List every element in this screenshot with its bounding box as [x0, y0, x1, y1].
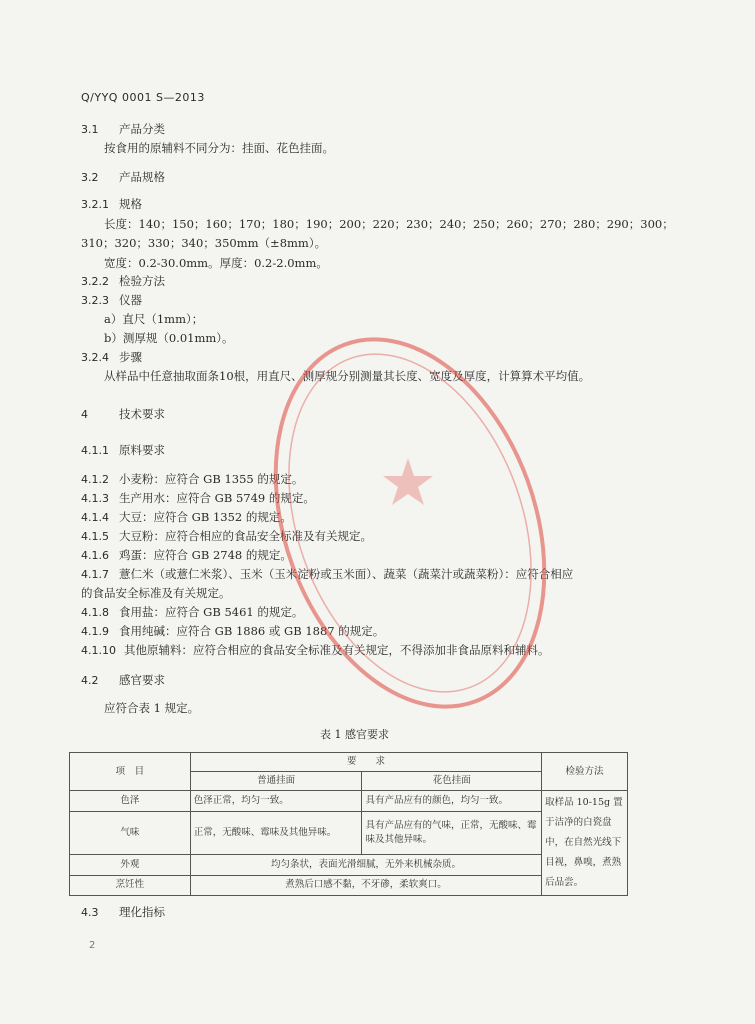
- line-text: 宽度：0.2-30.0mm。厚度：0.2-2.0mm。: [104, 256, 328, 270]
- cell-method: 取样品 10-15g 置于洁净的白瓷盘中，在自然光线下目视，鼻嗅，煮熟后品尝。: [542, 791, 628, 896]
- section-number: 4: [81, 408, 88, 421]
- table-caption: 表 1 感官要求: [320, 728, 389, 741]
- text-line: [81, 197, 142, 212]
- cell-merged: 煮熟后口感不黏，不牙碜，柔软爽口。: [190, 875, 541, 895]
- line-text: 鸡蛋：应符合 GB 2748 的规定。: [119, 548, 292, 562]
- line-text: 感官要求: [119, 673, 165, 687]
- text-line: [81, 510, 292, 525]
- section-number: 4.1.8: [81, 606, 109, 619]
- cell-item: 外观: [70, 855, 191, 875]
- text-line: [81, 624, 384, 639]
- line-text: 产品分类: [119, 122, 165, 136]
- line-text: 应符合表 1 规定。: [104, 701, 200, 715]
- text-line: [104, 369, 590, 384]
- th-normal: 普通挂面: [190, 772, 362, 791]
- line-text: 小麦粉：应符合 GB 1355 的规定。: [119, 472, 304, 486]
- section-number: 3.2.2: [81, 275, 109, 288]
- section-number: 3.1: [81, 123, 99, 136]
- line-text: a）直尺（1mm）；: [104, 312, 204, 326]
- text-line: [81, 491, 315, 506]
- line-text: 原料要求: [119, 443, 165, 457]
- section-number: 4.1.3: [81, 492, 109, 505]
- text-line: [81, 673, 165, 688]
- line-text: 长度：140；150；160；170；180；190；200；220；230；240；250；260；270；280；290；300；: [104, 217, 674, 231]
- text-line: [81, 548, 292, 563]
- th-method: 检验方法: [542, 753, 628, 791]
- section-number: 3.2.4: [81, 351, 109, 364]
- cell-normal: 色泽正常，均匀一致。: [190, 791, 362, 812]
- line-text: 规格: [119, 197, 142, 211]
- th-colored: 花色挂面: [362, 772, 542, 791]
- section-number: 4.1.4: [81, 511, 109, 524]
- section-number: 3.2.1: [81, 198, 109, 211]
- text-line: [81, 170, 165, 185]
- text-line: [81, 529, 372, 544]
- line-text: 生产用水：应符合 GB 5749 的规定。: [119, 491, 315, 505]
- line-text: 从样品中任意抽取面条10根，用直尺、测厚规分别测量其长度、宽度及厚度，计算算术平均值。: [104, 369, 591, 383]
- line-text: 食用纯碱：应符合 GB 1886 或 GB 1887 的规定。: [119, 624, 385, 638]
- text-line: [81, 643, 550, 658]
- cell-colored: 具有产品应有的气味，正常，无酸味、霉味及其他异味。: [362, 812, 542, 855]
- text-line: [104, 217, 674, 232]
- cell-normal: 正常，无酸味、霉味及其他异味。: [190, 812, 362, 855]
- line-text: 的食品安全标准及有关规定。: [81, 586, 231, 600]
- line-text: 薏仁米（或薏仁米浆）、玉米（玉米淀粉或玉米面）、蔬菜（蔬菜汁或蔬菜粉）：应符合相应: [119, 567, 574, 581]
- cell-colored: 具有产品应有的颜色，均匀一致。: [362, 791, 542, 812]
- section-number: 4.1.5: [81, 530, 109, 543]
- section-number: 4.1.2: [81, 473, 109, 486]
- standard-header: Q/YYQ 0001 S—2013: [81, 91, 205, 104]
- section-number: 4.1.9: [81, 625, 109, 638]
- line-text: 食用盐：应符合 GB 5461 的规定。: [119, 605, 304, 619]
- cell-item: 烹饪性: [70, 875, 191, 895]
- line-text: 大豆：应符合 GB 1352 的规定。: [119, 510, 292, 524]
- sensory-table: [69, 752, 628, 896]
- line-text: 检验方法: [119, 274, 165, 288]
- page-number: 2: [89, 940, 96, 951]
- line-text: 其他原辅料：应符合相应的食品安全标准及有关规定，不得添加非食品原料和辅料。: [124, 643, 550, 657]
- text-line: [81, 274, 165, 289]
- line-text: 产品规格: [119, 170, 165, 184]
- text-line: [81, 443, 165, 458]
- cell-merged: 均匀条状，表面光滑细腻，无外来机械杂质。: [190, 855, 541, 875]
- section-title: 理化指标: [119, 905, 165, 919]
- section-number: 4.1.7: [81, 568, 109, 581]
- th-item: 项 目: [70, 753, 191, 791]
- text-line: [81, 236, 326, 251]
- text-line: [81, 293, 142, 308]
- section-number: 4.1.1: [81, 444, 109, 457]
- text-line: [104, 141, 334, 156]
- text-line: [81, 407, 165, 422]
- line-text: b）测厚规（0.01mm）。: [104, 331, 234, 345]
- section-number: 3.2.3: [81, 294, 109, 307]
- text-line: [81, 586, 231, 601]
- text-line: [104, 331, 234, 346]
- line-text: 310；320；330；340；350mm（±8mm）。: [81, 236, 327, 250]
- section-number: 4.2: [81, 674, 99, 687]
- section-number: 3.2: [81, 171, 99, 184]
- th-requirement: 要 求: [190, 753, 541, 772]
- section-4-3: [81, 905, 165, 920]
- line-text: 仪器: [119, 293, 142, 307]
- text-line: [104, 701, 199, 716]
- cell-item: 气味: [70, 812, 191, 855]
- section-number: 4.3: [81, 906, 99, 919]
- line-text: 技术要求: [119, 407, 165, 421]
- cell-item: 色泽: [70, 791, 191, 812]
- text-line: [81, 605, 303, 620]
- text-line: [104, 312, 203, 327]
- section-number: 4.1.10: [81, 644, 116, 657]
- text-line: [81, 122, 165, 137]
- line-text: 大豆粉：应符合相应的食品安全标准及有关规定。: [119, 529, 372, 543]
- line-text: 步骤: [119, 350, 142, 364]
- text-line: [81, 472, 303, 487]
- text-line: [81, 567, 573, 582]
- section-number: 4.1.6: [81, 549, 109, 562]
- text-line: [104, 256, 328, 271]
- text-line: [81, 350, 142, 365]
- line-text: 按食用的原辅料不同分为：挂面、花色挂面。: [104, 141, 334, 155]
